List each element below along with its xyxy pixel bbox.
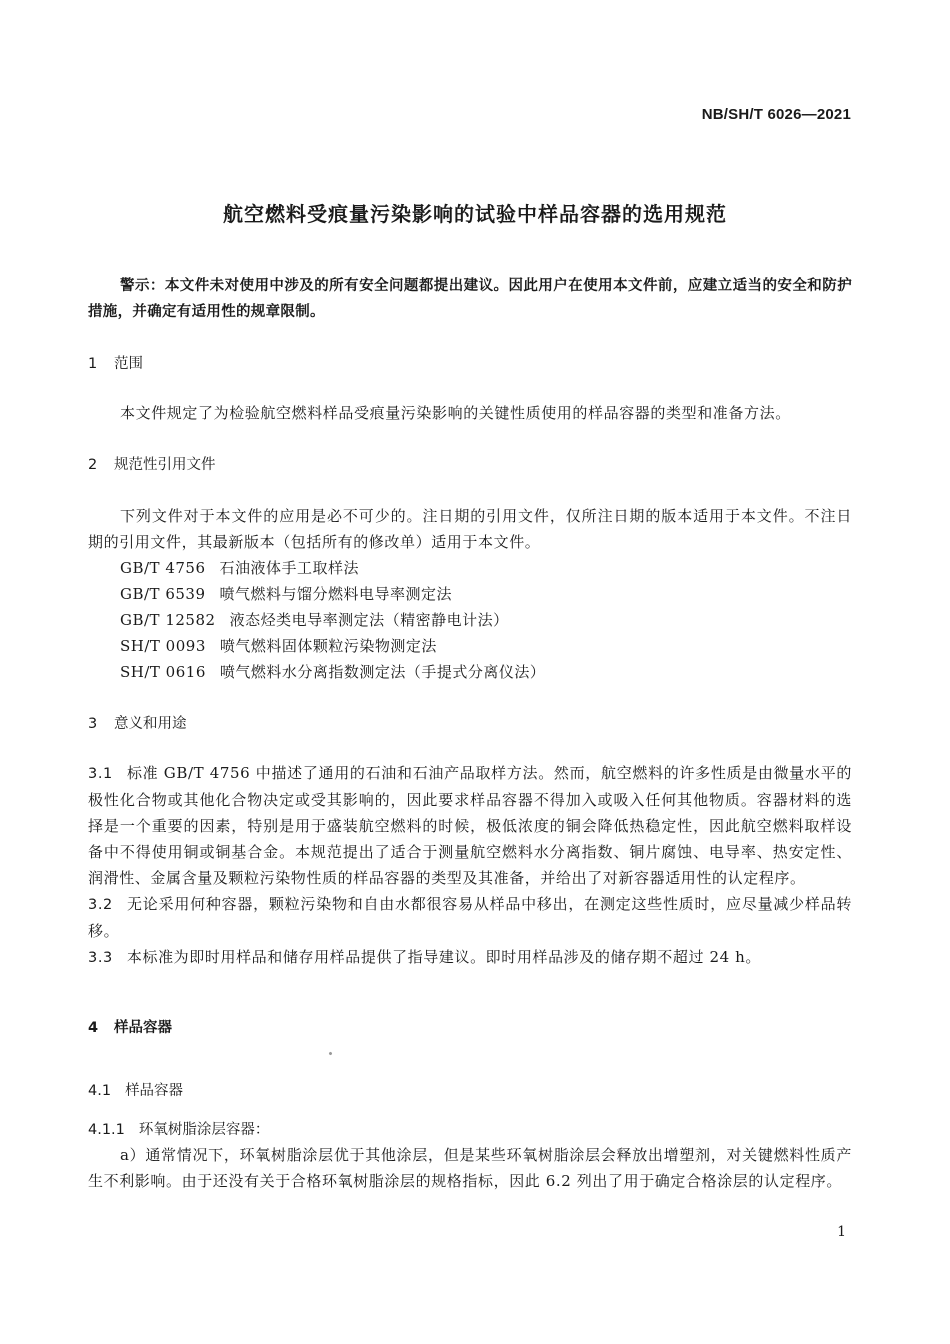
clause-4-1-1-body xyxy=(88,1142,852,1194)
clause-number: 3.3 xyxy=(88,950,113,966)
section-number: 2 xyxy=(88,457,98,473)
clause-3-1 xyxy=(88,760,852,891)
list-item-a: a）通常情况下，环氧树脂涂层优于其他涂层，但是某些环氧树脂涂层会释放出增塑剂，对关键燃料性质产生不利影响。由于还没有关于合格环氧树脂涂层的规格指标，因此 6.2 列出了用于确定合格涂层的认定程序。 xyxy=(88,1146,852,1190)
reference-code: SH/T 0093 xyxy=(120,637,206,655)
section-1-heading xyxy=(88,354,852,374)
section-number: 4 xyxy=(88,1020,99,1036)
clause-title: 样品容器 xyxy=(125,1083,184,1099)
reference-code: SH/T 0616 xyxy=(120,663,206,681)
reference-code: GB/T 6539 xyxy=(120,585,206,603)
section-title: 范围 xyxy=(114,356,143,372)
section-1-body xyxy=(88,400,852,426)
reference-title: 喷气燃料固体颗粒污染物测定法 xyxy=(219,637,437,655)
clause-number: 3.2 xyxy=(88,897,113,913)
clause-4-1-heading xyxy=(88,1081,852,1101)
clause-text: 标准 GB/T 4756 中描述了通用的石油和石油产品取样方法。然而，航空燃料的许多性质是由微量水平的极性化合物或其他化合物决定或受其影响的，因此要求样品容器不得加入或吸入任何其他物质。容器材料的选择是一个重要的因素，特别是用于盛装航空燃料的时候，极低浓度的铜会降低热稳定性，因此航空燃料取样设备中不得使用铜或铜基合金。本规范提出了适合于测量航空燃料水分离指数、铜片腐蚀、电导率、热安定性、润滑性、金属含量及颗粒污染物性质的样品容器的类型及其准备，并给出了对新容器适用性的认定程序。 xyxy=(88,764,852,887)
reference-title: 喷气燃料与馏分燃料电导率测定法 xyxy=(219,585,453,603)
section-number: 1 xyxy=(88,356,98,372)
clause-text: 无论采用何种容器，颗粒污染物和自由水都很容易从样品中移出，在测定这些性质时，应尽量减少样品转移。 xyxy=(88,895,852,940)
reference-title: 石油液体手工取样法 xyxy=(219,559,360,577)
reference-item xyxy=(120,607,852,633)
section-3-body xyxy=(88,760,852,971)
section-title: 样品容器 xyxy=(114,1020,172,1036)
reference-code: GB/T 4756 xyxy=(120,559,206,577)
clause-4-1-1-heading xyxy=(88,1120,852,1140)
paragraph: 下列文件对于本文件的应用是必不可少的。注日期的引用文件，仅所注日期的版本适用于本文件。不注日期的引用文件，其最新版本（包括所有的修改单）适用于本文件。 xyxy=(88,507,852,551)
warning-block xyxy=(88,273,852,325)
clause-3-2 xyxy=(88,891,852,944)
reference-list xyxy=(120,555,852,685)
warning-text: 警示：本文件未对使用中涉及的所有安全问题都提出建议。因此用户在使用本文件前，应建立适当的安全和防护措施，并确定有适用性的规章限制。 xyxy=(88,278,852,320)
section-3-heading xyxy=(88,714,852,734)
clause-number: 4.1.1 xyxy=(88,1122,125,1138)
standard-number: NB/SH/T 6026—2021 xyxy=(701,106,851,123)
reference-item xyxy=(120,581,852,607)
clause-number: 4.1 xyxy=(88,1083,112,1099)
reference-title: 液态烃类电导率测定法（精密静电计法） xyxy=(229,611,509,629)
clause-text: 本标准为即时用样品和储存用样品提供了指导建议。即时用样品涉及的储存期不超过 24 h。 xyxy=(126,948,761,966)
document-title: 航空燃料受痕量污染影响的试验中样品容器的选用规范 xyxy=(223,202,727,226)
section-number: 3 xyxy=(88,716,98,732)
section-title: 意义和用途 xyxy=(114,716,187,732)
section-2-body xyxy=(88,503,852,685)
section-title: 规范性引用文件 xyxy=(114,457,216,473)
clause-title: 环氧树脂涂层容器： xyxy=(138,1122,270,1138)
page-number: 1 xyxy=(837,1224,846,1240)
clause-number: 3.1 xyxy=(88,766,113,782)
section-4-heading xyxy=(88,1018,852,1038)
reference-item xyxy=(120,659,852,685)
reference-code: GB/T 12582 xyxy=(120,611,216,629)
scan-speck xyxy=(328,1051,332,1055)
reference-item xyxy=(120,633,852,659)
reference-title: 喷气燃料水分离指数测定法（手提式分离仪法） xyxy=(219,663,546,681)
section-2-heading xyxy=(88,455,852,475)
reference-item xyxy=(120,555,852,581)
paragraph: 本文件规定了为检验航空燃料样品受痕量污染影响的关键性质使用的样品容器的类型和准备方法。 xyxy=(120,404,791,422)
clause-3-3 xyxy=(88,944,852,971)
